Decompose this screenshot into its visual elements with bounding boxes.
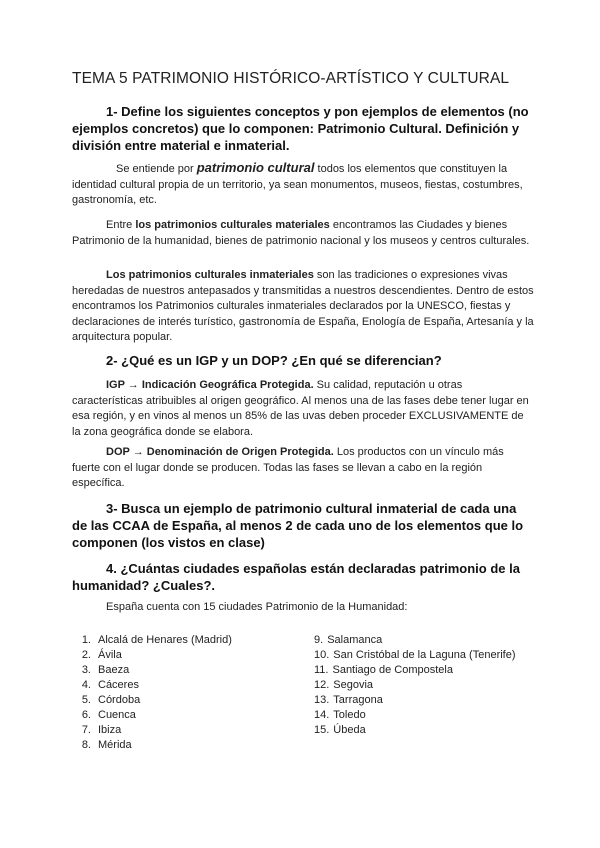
city-list-item [314,708,516,723]
city-name: Cuenca [98,709,136,721]
city-name: Córdoba [98,694,141,706]
city-number: 4. [81,679,91,691]
paragraph-dop [72,445,534,492]
paragraph-patrimonio-cultural [72,160,534,209]
city-list-item [314,693,516,708]
question-4 [72,560,534,594]
city-number: 7. [81,724,91,736]
city-number: 11. [314,664,329,676]
paragraph-inmateriales [72,268,534,346]
city-name: Segovia [333,679,374,691]
city-name: San Cristóbal de la Laguna (Tenerife) [333,649,516,661]
paragraph-3-rest: son las tradiciones o expresiones vivas heredadas de nuestros antepasados y transmitidas a nuestros descendientes. Dentro de estos encontramos los Patrimonios culturales inmateriales declarados por la UNESCO, fiestas y declaraciones de interés turístico, gastronomía de España, Enología de España, Artesanía y la arquitectura popular. [72,269,534,343]
city-list-item [314,663,516,678]
city-list-item [72,738,232,753]
city-number: 9. [314,634,324,646]
city-list-item [314,678,516,693]
city-list-item [72,663,232,678]
question-1 [72,103,534,154]
city-number: 1. [81,634,91,646]
term-dop: DOP → Denominación de Origen Protegida. [106,446,334,458]
question-2-text: 2- ¿Qué es un IGP y un DOP? ¿En qué se diferencian? [106,353,442,368]
city-list-item [314,723,516,738]
city-number: 6. [81,709,91,721]
paragraph-igp [72,378,534,440]
term-igp: IGP → Indicación Geográfica Protegida. [106,379,314,391]
city-list-item [72,723,232,738]
city-list-item [314,648,516,663]
term-materiales: los patrimonios culturales materiales [135,219,330,231]
city-number: 14. [314,709,330,721]
paragraph-4-text: España cuenta con 15 ciudades Patrimonio de la Humanidad: [106,601,408,613]
document-title: TEMA 5 PATRIMONIO HISTÓRICO-ARTÍSTICO Y CULTURAL [72,70,510,87]
paragraph-2-rest: encontramos las Ciudades y bienes Patrimonio de la humanidad, bienes de patrimonio nacional y los museos y centros culturales. [72,219,530,247]
city-number: 12. [314,679,330,691]
city-list-item [72,708,232,723]
city-list-right [314,633,516,738]
question-3 [72,500,534,551]
paragraph-igp-rest: Su calidad, reputación u otras características atribuibles al origen geográfico. Al menos una de las fases debe tener lugar en esa región, y en vinos al menos un 85% de las uvas deben proceder EXCLUSIVAMENTE de la zona geográfica donde se elabora. [72,379,529,438]
paragraph-1-pre: Se entiende por [116,163,197,175]
city-name: Baeza [98,664,130,676]
paragraph-materiales [72,218,534,249]
city-list-item [72,693,232,708]
city-list-item [72,648,232,663]
city-name: Cáceres [98,679,139,691]
question-3-text: 3- Busca un ejemplo de patrimonio cultural inmaterial de cada una de las CCAA de España, al menos 2 de cada uno de los elementos que lo componen (los vistos en clase) [72,501,524,550]
city-list-item [72,633,232,648]
city-name: Úbeda [333,724,366,736]
paragraph-2-pre: Entre [106,219,136,231]
question-4-text: 4. ¿Cuántas ciudades españolas están declaradas patrimonio de la humanidad? ¿Cuales?. [72,561,520,593]
city-name: Alcalá de Henares (Madrid) [98,634,232,646]
city-name: Salamanca [327,634,383,646]
city-list-item [314,633,516,648]
question-2 [72,352,534,369]
paragraph-ciudades-intro [72,600,534,616]
question-1-text: 1- Define los siguientes conceptos y pon ejemplos de elementos (no ejemplos concretos) que lo componen: Patrimonio Cultural. Definición y división entre material e inmaterial. [72,104,529,153]
city-name: Ávila [98,649,122,661]
city-name: Santiago de Compostela [332,664,453,676]
city-name: Toledo [333,709,366,721]
city-number: 3. [81,664,91,676]
city-name: Tarragona [333,694,383,706]
city-number: 2. [81,649,91,661]
city-list-item [72,678,232,693]
city-name: Mérida [98,739,132,751]
city-number: 10. [314,649,330,661]
term-inmateriales: Los patrimonios culturales inmateriales [106,269,314,281]
city-number: 15. [314,724,330,736]
term-patrimonio-cultural: patrimonio cultural [196,160,315,175]
city-number: 8. [81,739,91,751]
city-number: 5. [81,694,91,706]
paragraph-1-rest: todos los elementos que constituyen la identidad cultural propia de un territorio, ya sean monumentos, museos, fiestas, costumbres, gastronomía, etc. [72,163,523,206]
city-list-left [72,633,232,753]
city-name: Ibiza [98,724,122,736]
city-number: 13. [314,694,330,706]
paragraph-dop-rest: Los productos con un vínculo más fuerte con el lugar donde se producen. Todas las fases se llevan a cabo en la región específica. [72,446,504,489]
